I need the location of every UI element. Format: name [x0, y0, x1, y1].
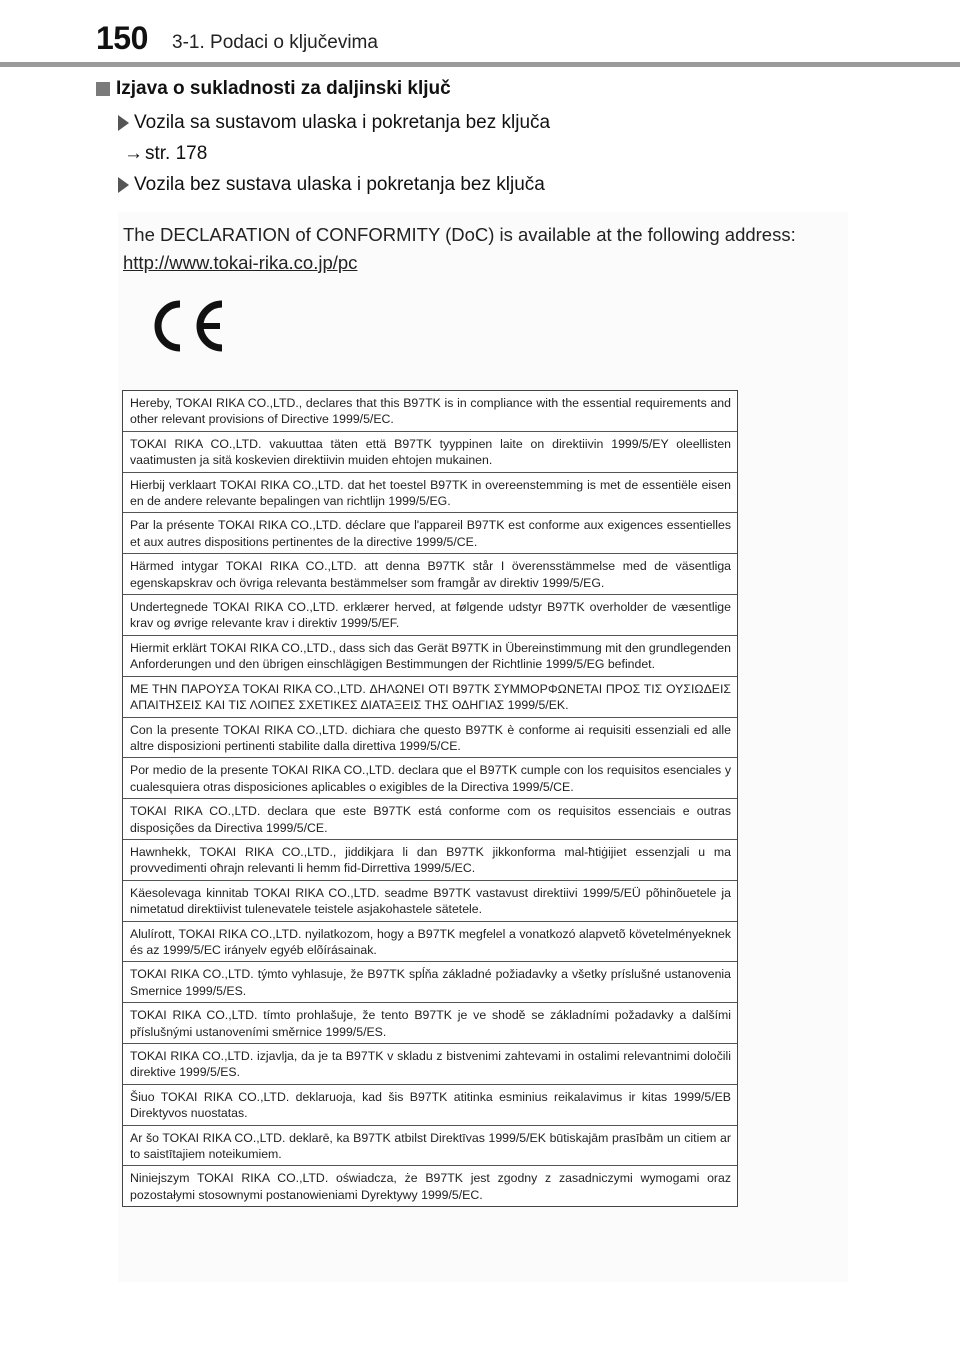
section-heading: [96, 78, 451, 100]
declaration-row: TOKAI RIKA CO.,LTD. týmto vyhlasuje, že B97TK spĺňa základné požiadavky a všetky príslušné ustanovenia Smernice 1999/5/ES.: [123, 962, 737, 1003]
square-bullet-icon: [96, 82, 110, 96]
triangle-bullet-icon: [118, 177, 129, 193]
doc-statement: The DECLARATION of CONFORMITY (DoC) is available at the following address:: [123, 224, 796, 245]
declaration-row: Šiuo TOKAI RIKA CO.,LTD. deklaruoja, kad šis B97TK atitinka esminius reikalavimus ir kitas 1999/5/EB Direktyvos nuostatas.: [123, 1085, 737, 1126]
page-reference[interactable]: [124, 143, 207, 165]
page-number: 150: [96, 20, 148, 56]
ce-mark-icon: [148, 296, 228, 356]
bullet-smart-entry-text: Vozila sa sustavom ulaska i pokretanja bez ključa: [134, 112, 551, 133]
bullet-no-smart-entry: [118, 174, 545, 196]
declaration-row: Por medio de la presente TOKAI RIKA CO.,LTD. declara que el B97TK cumple con los requisitos esenciales y cualesquiera otras disposiciones aplicables o exigibles de la Directiva 1999/5/CE.: [123, 758, 737, 799]
bullet-smart-entry: [118, 112, 550, 134]
declaration-row: Käesolevaga kinnitab TOKAI RIKA CO.,LTD. seadme B97TK vastavust direktiivi 1999/5/EÜ põhinõuetele ja nimetatud direktiivist tulenevatele teistele asjakohastele sätetele.: [123, 881, 737, 922]
declaration-row: TOKAI RIKA CO.,LTD. declara que este B97TK está conforme com os requisitos essenciais e outras disposições da Directiva 1999/5/CE.: [123, 799, 737, 840]
declaration-row: TOKAI RIKA CO.,LTD. vakuuttaa täten että B97TK tyyppinen laite on direktiivin 1999/5/EY oleellisten vaatimusten ja sitä koskevien direktiivin muiden ehtojen mukainen.: [123, 432, 737, 473]
declaration-row: Con la presente TOKAI RIKA CO.,LTD. dichiara che questo B97TK è conforme ai requisiti essenziali ed alle altre disposizioni pertinenti stabilite dalla direttiva 1999/5/CE.: [123, 718, 737, 759]
declarations-table: [122, 390, 738, 1207]
declaration-row: Härmed intygar TOKAI RIKA CO.,LTD. att denna B97TK står I överensstämmelse med de väsentliga egenskapskrav och övriga relevanta bestämmelser som framgår av direktiv 1999/5/EG.: [123, 554, 737, 595]
declaration-row: Niniejszym TOKAI RIKA CO.,LTD. oświadcza, że B97TK jest zgodny z zasadniczymi wymogami oraz pozostałymi stosownymi postanowieniami Dyrektywy 1999/5/EC.: [130, 1171, 731, 1202]
declaration-row: Hierbij verklaart TOKAI RIKA CO.,LTD. dat het toestel B97TK in overeenstemming is met de essentiële eisen en de andere relevante bepalingen van richtlijn 1999/5/EG.: [123, 473, 737, 514]
page-header: [0, 0, 960, 64]
declaration-row: Par la présente TOKAI RIKA CO.,LTD. déclare que l'appareil B97TK est conforme aux exigences essentielles et aux autres dispositions pertinentes de la directive 1999/5/CE.: [123, 513, 737, 554]
page-reference-text: str. 178: [145, 143, 208, 164]
declaration-row: ΜΕ ΤΗΝ ΠΑΡΟΥΣΑ TOKAI RIKA CO.,LTD. ΔΗΛΩΝΕΙ ΟΤΙ B97TK ΣΥΜΜΟΡΦΩΝΕΤΑΙ ΠΡΟΣ ΤΙΣ ΟΥΣΙΩΔΕΙΣ ΑΠΑΙΤΗΣΕΙΣ ΚΑΙ ΤΙΣ ΛΟΙΠΕΣ ΣΧΕΤΙΚΕΣ ΔΙΑΤΑΞΕΙΣ ΤΗΣ ΟΔΗΓΙΑΣ 1999/5/ΕΚ.: [123, 677, 737, 718]
declaration-row: Undertegnede TOKAI RIKA CO.,LTD. erklærer herved, at følgende udstyr B97TK overholder de væsentlige krav og øvrige relevante krav i direktiv 1999/5/EF.: [123, 595, 737, 636]
declaration-row: Ar šo TOKAI RIKA CO.,LTD. deklarē, ka B97TK atbilst Direktīvas 1999/5/EK būtiskajām prasībām un citiem ar to saistītajiem noteikumiem.: [123, 1126, 737, 1167]
declaration-row: TOKAI RIKA CO.,LTD. izjavlja, da je ta B97TK v skladu z bistvenimi zahtevami in ostalimi relevantnimi določili direktive 1999/5/ES.: [123, 1044, 737, 1085]
bullet-no-smart-entry-text: Vozila bez sustava ulaska i pokretanja bez ključa: [134, 174, 545, 195]
declaration-row: Alulírott, TOKAI RIKA CO.,LTD. nyilatkozom, hogy a B97TK megfelel a vonatkozó alapvetõ követelményeknek és az 1999/5/EC irányelv egyéb elõírásainak.: [123, 922, 737, 963]
declaration-of-conformity-image: [118, 212, 848, 1282]
header-rule: [0, 62, 960, 67]
declaration-row: Hereby, TOKAI RIKA CO.,LTD., declares that this B97TK is in compliance with the essential requirements and other relevant provisions of Directive 1999/5/EC.: [123, 391, 737, 432]
chapter-title: 3-1. Podaci o ključevima: [172, 32, 378, 53]
declaration-row: Hiermit erklärt TOKAI RIKA CO.,LTD., dass sich das Gerät B97TK in Übereinstimmung mit den grundlegenden Anforderungen und den übrigen einschlägigen Bestimmungen der Richtlinie 1999/5/EG befindet.: [123, 636, 737, 677]
section-heading-text: Izjava o sukladnosti za daljinski ključ: [116, 78, 451, 99]
arrow-right-icon: →: [124, 143, 143, 164]
declaration-row: TOKAI RIKA CO.,LTD. tímto prohlašuje, že tento B97TK je ve shodě se základními požadavky a dalšími příslušnými ustanoveními směrnice 1999/5/ES.: [123, 1003, 737, 1044]
declaration-row: Hawnhekk, TOKAI RIKA CO.,LTD., jiddikjara li dan B97TK jikkonforma mal-ħtiġijiet essenzjali u ma provvedimenti oħrajn relevanti li hemm fid-Dirrettiva 1999/5/EC.: [123, 840, 737, 881]
doc-url[interactable]: http://www.tokai-rika.co.jp/pc: [123, 252, 358, 273]
triangle-bullet-icon: [118, 115, 129, 131]
